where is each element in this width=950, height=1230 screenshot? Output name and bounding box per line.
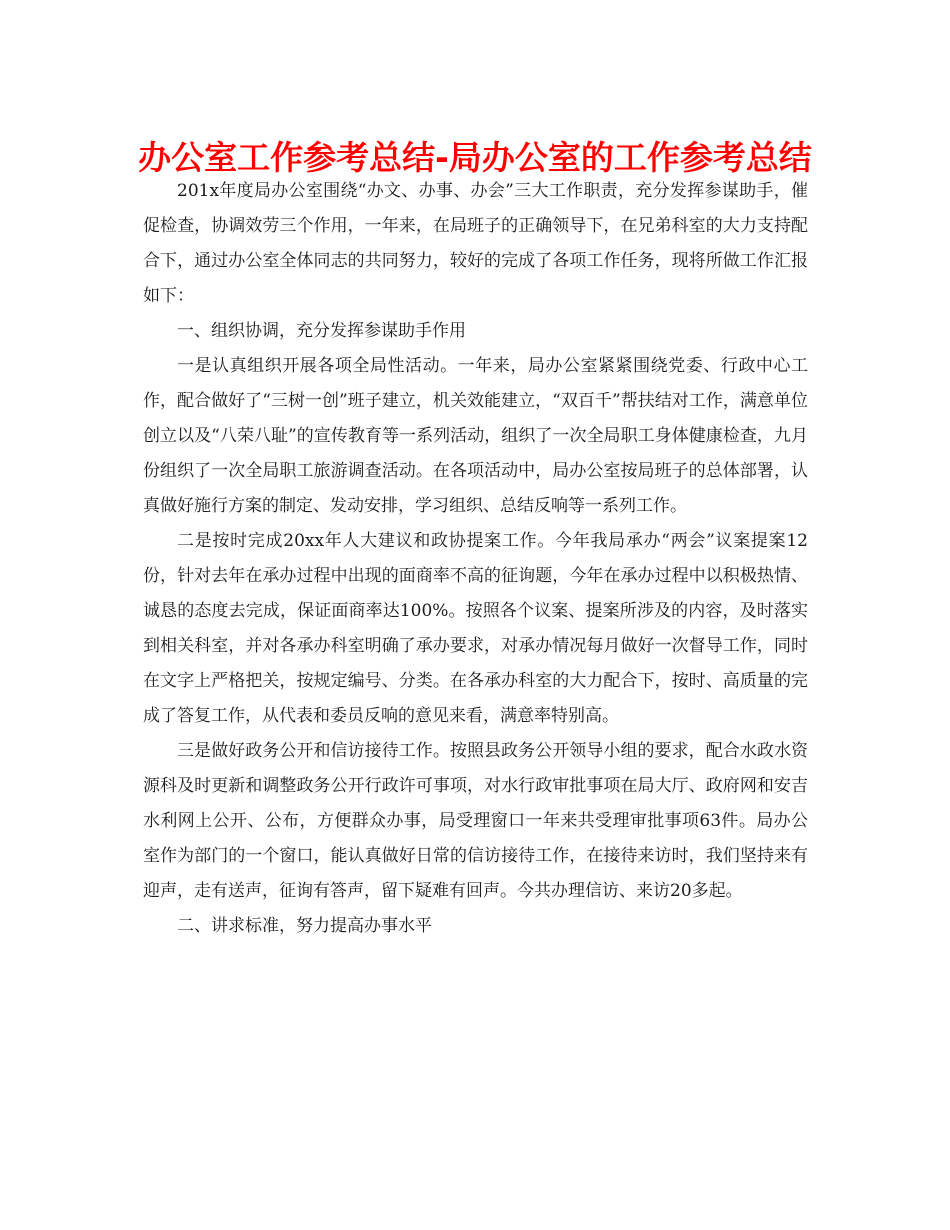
paragraph-activities: 一是认真组织开展各项全局性活动。一年来，局办公室紧紧围绕党委、行政中心工作，配合做好了“三树一创”班子建立，机关效能建立，“双百千”帮扶结对工作，满意单位创立以及“八荣八耻”的宣传教育等一系列活动，组织了一次全局职工身体健康检查，九月份组织了一次全局职工旅游调查活动。在各项活动中，局办公室按局班子的总体部署，认真做好施行方案的制定、发动安排，学习组织、总结反响等一系列工作。 bbox=[143, 356, 808, 516]
document-body bbox=[143, 174, 808, 944]
section-heading-1: 一、组织协调，充分发挥参谋助手作用 bbox=[177, 321, 466, 341]
paragraph-intro: 201x年度局办公室围绕“办文、办事、办会”三大工作职责，充分发挥参谋助手，催促检查，协调效劳三个作用，一年来，在局班子的正确领导下，在兄弟科室的大力支持配合下，通过办公室全体同志的共同努力，较好的完成了各项工作任务，现将所做工作汇报如下： bbox=[143, 181, 808, 306]
paragraph-proposals: 二是按时完成20xx年人大建议和政协提案工作。今年我局承办“两会”议案提案12份，针对去年在承办过程中出现的面商率不高的征询题，今年在承办过程中以积极热情、诚恳的态度去完成，保证面商率达100%。按照各个议案、提案所涉及的内容，及时落实到相关科室，并对各承办科室明确了承办要求，对承办情况每月做好一次督导工作，同时在文字上严格把关，按规定编号、分类。在各承办科室的大力配合下，按时、高质量的完成了答复工作，从代表和委员反响的意见来看，满意率特别高。 bbox=[143, 531, 808, 726]
document-title: 办公室工作参考总结-局办公室的工作参考总结 bbox=[138, 138, 812, 177]
paragraph-petitions: 三是做好政务公开和信访接待工作。按照县政务公开领导小组的要求，配合水政水资源科及时更新和调整政务公开行政许可事项，对水行政审批事项在局大厅、政府网和安吉水利网上公开、公布，方便群众办事，局受理窗口一年来共受理审批事项63件。局办公室作为部门的一个窗口，能认真做好日常的信访接待工作，在接待来访时，我们坚持来有迎声，走有送声，征询有答声，留下疑难有回声。今共办理信访、来访20多起。 bbox=[143, 741, 808, 901]
section-heading-2: 二、讲求标准，努力提高办事水平 bbox=[177, 916, 432, 936]
